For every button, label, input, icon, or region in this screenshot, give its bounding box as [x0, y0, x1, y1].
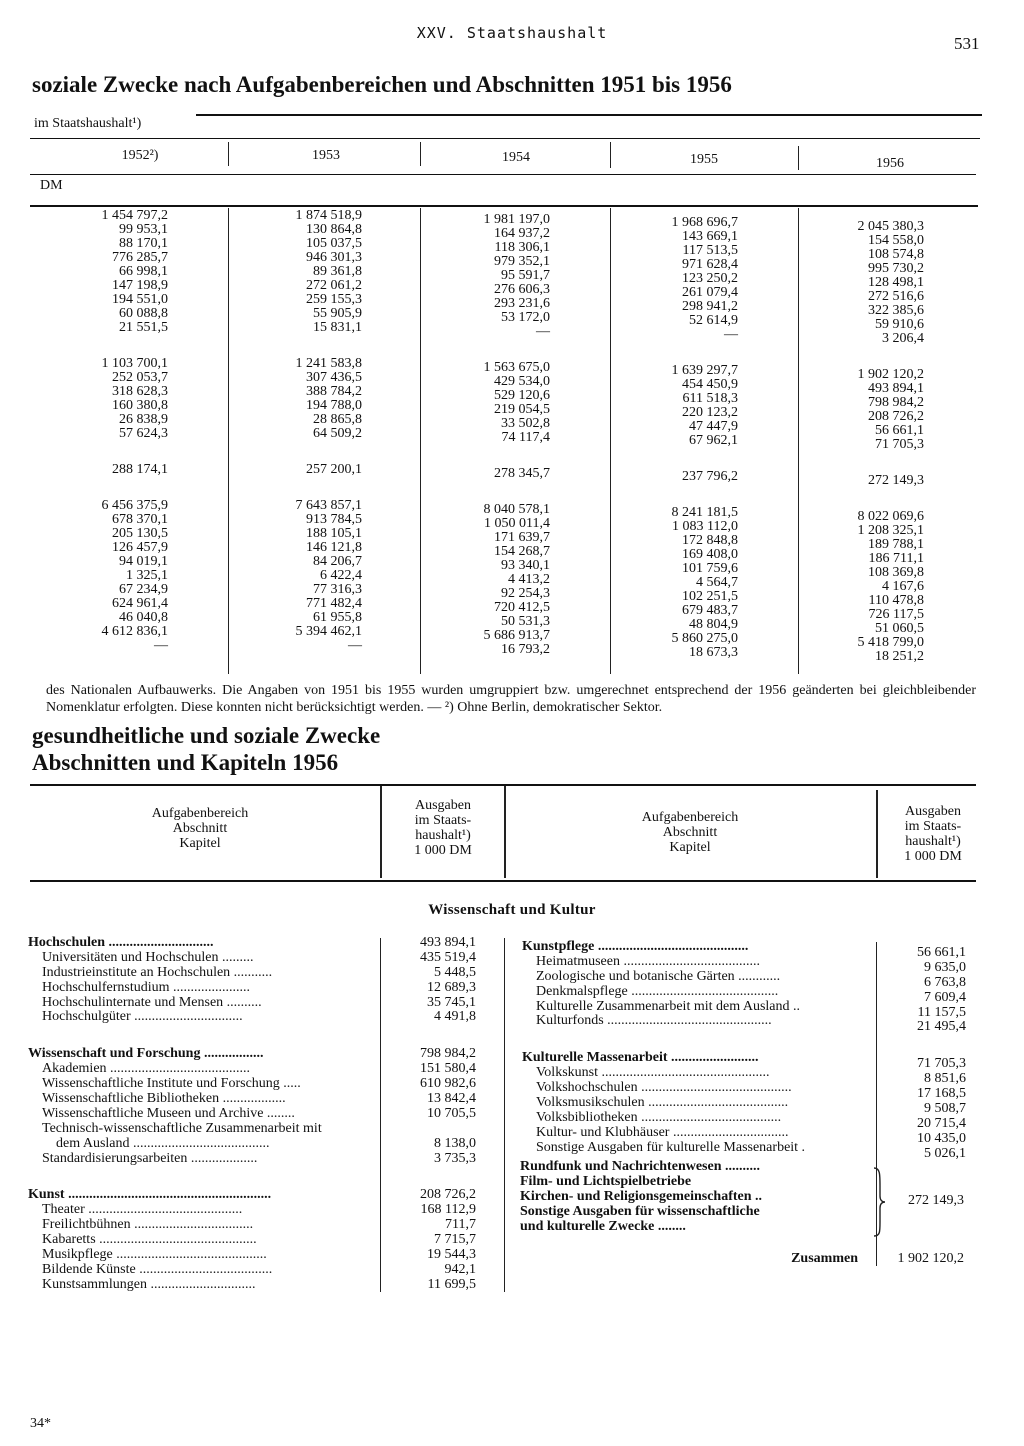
table2-head-values-left: [384, 798, 502, 858]
grouped-category-label: Rundfunk und Nachrichtenwesen ..........: [520, 1160, 760, 1174]
table-cell: 946 301,3: [306, 250, 362, 265]
table-cell: 52 614,9: [689, 313, 738, 328]
rule: [196, 114, 982, 116]
rule: [30, 880, 976, 882]
column-divider: [504, 786, 506, 878]
table-cell: 4 413,2: [508, 572, 550, 587]
table-cell: 171 639,7: [494, 530, 550, 545]
table-cell: 123 250,2: [682, 271, 738, 286]
head-line: Ausgaben: [905, 804, 961, 819]
grouped-category-label: und kulturelle Zwecke ........: [520, 1219, 686, 1234]
total-label: Zusammen: [791, 1251, 858, 1266]
table-cell: —: [348, 638, 362, 653]
table-cell: 172 848,8: [682, 533, 738, 548]
row-gap: [816, 452, 924, 474]
table2-title: [32, 722, 380, 776]
head-line: 1 000 DM: [414, 843, 472, 858]
table-cell: 50 531,3: [501, 614, 550, 629]
table-cell: 272 061,2: [306, 278, 362, 293]
row-gap: [442, 339, 550, 361]
grouped-category-label: Sonstige Ausgaben für wissenschaftliche: [520, 1204, 760, 1219]
table-cell: 7 643 857,1: [295, 498, 362, 513]
table-cell: 1 874 518,9: [295, 208, 362, 223]
table-cell: 105 037,5: [306, 236, 362, 251]
table-cell: 95 591,7: [501, 268, 550, 283]
grouped-category-label: Film- und Lichtspielbetriebe: [520, 1174, 692, 1189]
table-cell: 77 316,3: [313, 582, 362, 597]
table-cell: 53 172,0: [501, 310, 550, 325]
table-cell: 219 054,5: [494, 402, 550, 417]
table-cell: 293 231,6: [494, 296, 550, 311]
table-cell: 257 200,1: [306, 462, 362, 477]
table-cell: 298 941,2: [682, 299, 738, 314]
category-value: 9 635,0: [924, 959, 966, 975]
category-value: 8 138,0: [434, 1135, 476, 1151]
category-label: Kultur- und Klubhäuser .................................: [536, 1125, 789, 1140]
grouped-value: 272 149,3: [908, 1193, 964, 1208]
table-cell: 188 105,1: [306, 526, 362, 541]
category-label: dem Ausland .......................................: [56, 1136, 270, 1151]
row-gap: [28, 1166, 370, 1188]
category-value: 8 851,6: [924, 1071, 966, 1087]
category-value: 493 894,1: [420, 935, 476, 950]
table-cell: 1 208 325,1: [857, 523, 924, 538]
rule: [30, 784, 976, 786]
page-number: 531: [954, 34, 980, 53]
year-header: 1956: [876, 156, 904, 171]
table-cell: 55 905,9: [313, 306, 362, 321]
table-cell: 154 558,0: [868, 233, 924, 248]
year-header: 1955: [690, 152, 718, 167]
table-cell: 1 325,1: [126, 568, 168, 583]
rule: [30, 205, 978, 207]
table-cell: 108 369,8: [868, 565, 924, 580]
category-label: Sonstige Ausgaben für kulturelle Massenarbeit .: [536, 1140, 806, 1155]
category-label: Denkmalspflege ..........................................: [536, 984, 779, 999]
table-cell: 164 937,2: [494, 226, 550, 241]
head-line: Ausgaben: [415, 798, 471, 813]
category-value: 711,7: [445, 1217, 476, 1233]
table-cell: 66 998,1: [119, 264, 168, 279]
table-cell: 720 412,5: [494, 600, 550, 615]
grouped-categories: [520, 1160, 864, 1234]
table-cell: 318 628,3: [112, 384, 168, 399]
table-cell: 47 447,9: [689, 419, 738, 434]
category-value: 5 448,5: [434, 964, 476, 980]
category-value: 942,1: [444, 1261, 476, 1277]
row-gap: [872, 1035, 966, 1057]
category-value: 12 689,3: [427, 979, 476, 995]
category-label: Hochschulfernstudium ......................: [42, 980, 251, 995]
category-label: Zoologische und botanische Gärten ............: [536, 969, 781, 984]
category-label: Hochschulinternate und Mensen ..........: [42, 995, 262, 1010]
table-cell: 493 894,1: [868, 381, 924, 396]
category-label: Wissenschaftliche Bibliotheken ..................: [42, 1092, 286, 1107]
row-gap: [630, 342, 738, 364]
row-gap: [60, 477, 168, 499]
table-cell: 624 961,4: [112, 596, 168, 611]
category-label: Kulturelle Zusammenarbeit mit dem Ausland ..: [536, 999, 800, 1014]
head-line: Abschnitt: [662, 825, 718, 840]
category-label: Volkskunst ................................................: [536, 1066, 770, 1081]
table-cell: 4 612 836,1: [101, 624, 168, 639]
table-cell: 272 149,3: [868, 473, 924, 488]
table-cell: 102 251,5: [682, 589, 738, 604]
head-line: Aufgabenbereich: [151, 806, 249, 821]
year-header: 1954: [502, 150, 530, 165]
table-cell: 798 984,2: [868, 395, 924, 410]
table1-footnote: des Nationalen Aufbauwerks. Die Angaben von 1951 bis 1955 wurden umgruppiert bzw. umgerechnet entsprechend der 1956 geänderten bei gleichbleibender Nomenklatur erfolgten. Diese konnten nicht berücksichtigt werden. — ²) Ohne Berlin, demokratischer Sektor.: [46, 683, 976, 715]
year-column-1954: [442, 213, 550, 657]
rule: [30, 138, 980, 139]
table-cell: 679 483,7: [682, 603, 738, 618]
table-cell: 1 563 675,0: [483, 360, 550, 375]
column-divider: [876, 790, 878, 878]
table-cell: 971 628,4: [682, 257, 738, 272]
category-label: Kulturelle Massenarbeit .........................: [522, 1051, 759, 1066]
category-value: 6 763,8: [924, 974, 966, 990]
table-cell: 8 040 578,1: [483, 502, 550, 517]
category-label: Wissenschaftliche Museen und Archive ........: [42, 1106, 295, 1121]
category-value: 7 609,4: [924, 989, 966, 1005]
unit-label: DM: [40, 178, 63, 193]
category-label: Industrieinstitute an Hochschulen ...........: [42, 965, 273, 980]
column-divider: [420, 142, 421, 166]
category-value: 17 168,5: [917, 1086, 966, 1102]
column-divider: [798, 146, 799, 170]
table-cell: 33 502,8: [501, 416, 550, 431]
head-line: Kapitel: [669, 840, 711, 855]
table-cell: 979 352,1: [494, 254, 550, 269]
table-cell: 237 796,2: [682, 469, 738, 484]
table-cell: 99 953,1: [119, 222, 168, 237]
head-line: im Staats-: [904, 819, 962, 834]
table-cell: 3 206,4: [882, 331, 924, 346]
table-cell: 1 902 120,2: [857, 367, 924, 382]
table-cell: 56 661,1: [875, 423, 924, 438]
table-cell: —: [724, 327, 738, 342]
table-cell: 118 306,1: [494, 240, 550, 255]
category-label: Kunstsammlungen ..............................: [42, 1277, 256, 1292]
table-cell: 272 516,6: [868, 289, 924, 304]
table-cell: 278 345,7: [494, 466, 550, 481]
table-cell: 1 050 011,4: [484, 516, 550, 531]
table-cell: 208 726,2: [868, 409, 924, 424]
table-cell: 46 040,8: [119, 610, 168, 625]
table-cell: 67 234,9: [119, 582, 168, 597]
table-cell: 154 268,7: [494, 544, 550, 559]
table-cell: 5 394 462,1: [295, 624, 362, 639]
table-cell: 6 456 375,9: [101, 498, 168, 513]
category-value: 11 157,5: [917, 1004, 966, 1020]
table-cell: 21 551,5: [119, 320, 168, 335]
table-cell: 26 838,9: [119, 412, 168, 427]
row-gap: [254, 477, 362, 499]
table2-head-right: [600, 810, 780, 855]
table-cell: 92 254,3: [501, 586, 550, 601]
column-divider: [798, 208, 799, 674]
right-category-list: [522, 940, 864, 1156]
category-label: Musikpflege ...........................................: [42, 1248, 267, 1263]
table-cell: 6 422,4: [320, 568, 362, 583]
category-value: 71 705,3: [917, 1056, 966, 1072]
table-cell: 2 045 380,3: [857, 219, 924, 234]
row-gap: [60, 335, 168, 357]
category-value: 168 112,9: [420, 1202, 476, 1218]
category-label: Kabaretts .............................................: [42, 1233, 257, 1248]
table-cell: 1 968 696,7: [671, 215, 738, 230]
table2-title-line1: gesundheitliche und soziale Zwecke: [32, 723, 381, 748]
category-value: 11 699,5: [427, 1276, 476, 1292]
table-cell: 429 534,0: [494, 374, 550, 389]
category-value: 56 661,1: [917, 945, 966, 960]
table-cell: 261 079,4: [682, 285, 738, 300]
table-cell: 5 686 913,7: [483, 628, 550, 643]
total-value: 1 902 120,2: [897, 1251, 964, 1266]
table-cell: 147 198,9: [112, 278, 168, 293]
table-cell: 93 340,1: [501, 558, 550, 573]
row-gap: [442, 481, 550, 503]
table-cell: 5 860 275,0: [671, 631, 738, 646]
category-label: Standardisierungsarbeiten ...................: [42, 1151, 258, 1166]
category-value: 151 580,4: [420, 1061, 476, 1077]
table-cell: —: [154, 638, 168, 653]
table-cell: 1 639 297,7: [671, 363, 738, 378]
category-label: Universitäten und Hochschulen .........: [42, 950, 254, 965]
table-cell: 64 509,2: [313, 426, 362, 441]
table-cell: 776 285,7: [112, 250, 168, 265]
table-cell: 1 981 197,0: [483, 212, 550, 227]
row-gap: [384, 1025, 476, 1047]
table-cell: 59 910,6: [875, 317, 924, 332]
running-header: XXV. Staatshaushalt: [416, 24, 608, 42]
category-value: 435 519,4: [420, 949, 476, 965]
table-cell: 194 788,0: [306, 398, 362, 413]
table1-title: soziale Zwecke nach Aufgabenbereichen und Abschnitten 1951 bis 1956: [32, 72, 732, 97]
category-label: Hochschulgüter ...............................: [42, 1010, 243, 1025]
table-cell: 259 155,3: [306, 292, 362, 307]
table-cell: 110 478,8: [868, 593, 924, 608]
table1-subtitle: im Staatshaushalt¹): [34, 116, 142, 131]
category-value: 35 745,1: [427, 994, 476, 1010]
category-label: Kunstpflege ...........................................: [522, 940, 749, 954]
section-heading: Wissenschaft und Kultur: [428, 902, 596, 918]
table-cell: 71 705,3: [875, 437, 924, 452]
table2-head-left: [110, 806, 290, 851]
column-divider: [228, 142, 229, 166]
table-cell: 8 022 069,6: [857, 509, 924, 524]
category-value: 7 715,7: [434, 1232, 476, 1248]
table-cell: 60 088,8: [119, 306, 168, 321]
head-line: im Staats-: [414, 813, 472, 828]
table-cell: 126 457,9: [112, 540, 168, 555]
table-cell: 48 804,9: [689, 617, 738, 632]
table-cell: 726 117,5: [868, 607, 924, 622]
category-label: Volksbibliotheken ........................................: [536, 1110, 782, 1125]
year-column-1952: [60, 209, 168, 653]
table-cell: 194 551,0: [112, 292, 168, 307]
row-gap: [254, 335, 362, 357]
column-divider: [380, 938, 381, 1292]
category-value: 13 842,4: [427, 1091, 476, 1107]
table-cell: 67 962,1: [689, 433, 738, 448]
row-gap: [522, 1029, 864, 1051]
category-value: 798 984,2: [420, 1046, 476, 1062]
head-line: 1 000 DM: [904, 849, 962, 864]
table-cell: 322 385,6: [868, 303, 924, 318]
table-cell: 143 669,1: [682, 229, 738, 244]
table-cell: 220 123,2: [682, 405, 738, 420]
head-line: Kapitel: [179, 836, 221, 851]
table-cell: 18 251,2: [875, 649, 924, 664]
category-value: [384, 1122, 476, 1137]
category-label: Theater ............................................: [42, 1203, 243, 1218]
head-line: Abschnitt: [172, 821, 228, 836]
table-cell: 94 019,1: [119, 554, 168, 569]
table-cell: 1 241 583,8: [295, 356, 362, 371]
table-cell: 771 482,4: [306, 596, 362, 611]
table-cell: 529 120,6: [494, 388, 550, 403]
column-divider: [380, 786, 382, 878]
table-cell: 51 060,5: [875, 621, 924, 636]
table-cell: 15 831,1: [313, 320, 362, 335]
row-gap: [28, 1025, 370, 1047]
table-cell: 146 121,8: [306, 540, 362, 555]
row-gap: [60, 441, 168, 463]
category-value: 20 715,4: [917, 1115, 966, 1131]
table-cell: 128 498,1: [868, 275, 924, 290]
table-cell: 995 730,2: [868, 261, 924, 276]
category-label: Akademien ........................................: [42, 1062, 251, 1077]
category-label: Freilichtbühnen ..................................: [42, 1218, 254, 1233]
category-label: Bildende Künste ......................................: [42, 1262, 273, 1277]
column-divider: [610, 142, 611, 168]
head-line: haushalt¹): [415, 828, 471, 843]
row-gap: [630, 448, 738, 470]
category-label: Kunst ..........................................................: [28, 1188, 272, 1203]
year-column-1955: [630, 216, 738, 660]
table-cell: 252 053,7: [112, 370, 168, 385]
category-value: 208 726,2: [420, 1187, 476, 1203]
category-label: Technisch-wissenschaftliche Zusammenarbeit mit: [42, 1121, 322, 1136]
column-divider: [610, 208, 611, 674]
table-cell: 205 130,5: [112, 526, 168, 541]
category-label: Volkshochschulen ...........................................: [536, 1081, 792, 1096]
table-cell: 57 624,3: [119, 426, 168, 441]
table-cell: 611 518,3: [682, 391, 738, 406]
table-cell: 61 955,8: [313, 610, 362, 625]
table-cell: 1 083 112,0: [672, 519, 738, 534]
table-cell: 117 513,5: [682, 243, 738, 258]
category-value: 610 982,6: [420, 1076, 476, 1092]
category-value: 5 026,1: [924, 1145, 966, 1161]
table-cell: 288 174,1: [112, 462, 168, 477]
category-label: Hochschulen ..............................: [28, 936, 214, 950]
year-column-1953: [254, 209, 362, 653]
left-value-list: [384, 936, 476, 1293]
table2-title-line2: Abschnitten und Kapiteln 1956: [32, 750, 339, 775]
category-value: 10 435,0: [917, 1130, 966, 1146]
table-cell: 1 103 700,1: [101, 356, 168, 371]
row-gap: [816, 488, 924, 510]
table-cell: 5 418 799,0: [857, 635, 924, 650]
table-cell: 186 711,1: [868, 551, 924, 566]
grouped-category-label: Kirchen- und Religionsgemeinschaften ..: [520, 1189, 763, 1204]
table-cell: 169 408,0: [682, 547, 738, 562]
category-label: Wissenschaftliche Institute und Forschung .....: [42, 1077, 301, 1092]
head-line: Aufgabenbereich: [641, 810, 739, 825]
table-cell: 108 574,8: [868, 247, 924, 262]
category-value: 10 705,5: [427, 1105, 476, 1121]
year-column-1956: [816, 220, 924, 664]
row-gap: [384, 1166, 476, 1188]
table-cell: 8 241 181,5: [671, 505, 738, 520]
table-cell: 388 784,2: [306, 384, 362, 399]
table-cell: 913 784,5: [306, 512, 362, 527]
table-cell: 84 206,7: [313, 554, 362, 569]
row-gap: [442, 445, 550, 467]
column-divider: [420, 208, 421, 674]
table-cell: 89 361,8: [313, 264, 362, 279]
table-cell: 130 864,8: [306, 222, 362, 237]
year-header: 1953: [312, 148, 340, 163]
row-gap: [630, 484, 738, 506]
table-cell: 160 380,8: [112, 398, 168, 413]
table-cell: 28 865,8: [313, 412, 362, 427]
category-value: 21 495,4: [917, 1019, 966, 1035]
signature-mark: 34*: [30, 1416, 51, 1431]
table-cell: 4 564,7: [696, 575, 738, 590]
category-label: Wissenschaft und Forschung .................: [28, 1047, 264, 1062]
category-value: 3 735,3: [434, 1150, 476, 1166]
head-line: haushalt¹): [905, 834, 961, 849]
category-value: 19 544,3: [427, 1247, 476, 1263]
table-cell: 4 167,6: [882, 579, 924, 594]
table-cell: 1 454 797,2: [101, 208, 168, 223]
table-cell: 101 759,6: [682, 561, 738, 576]
column-divider: [504, 938, 505, 1292]
table2-head-values-right: [880, 804, 986, 864]
category-label: Kulturfonds ...............................................: [536, 1014, 772, 1029]
table-cell: 74 117,4: [501, 430, 550, 445]
column-divider: [228, 208, 229, 674]
table-cell: 678 370,1: [112, 512, 168, 527]
category-label: Heimatmuseen .......................................: [536, 954, 760, 969]
table-cell: 88 170,1: [119, 236, 168, 251]
table-cell: 18 673,3: [689, 645, 738, 660]
table-cell: —: [536, 324, 550, 339]
category-value: 9 508,7: [924, 1101, 966, 1117]
table-cell: 454 450,9: [682, 377, 738, 392]
category-label: Volksmusikschulen ........................................: [536, 1096, 789, 1111]
category-value: 4 491,8: [434, 1009, 476, 1025]
year-header: 1952²): [121, 148, 159, 163]
table-cell: 276 606,3: [494, 282, 550, 297]
table-cell: 16 793,2: [501, 642, 550, 657]
row-gap: [254, 441, 362, 463]
rule: [30, 174, 976, 175]
table-cell: 307 436,5: [306, 370, 362, 385]
row-gap: [816, 346, 924, 368]
right-value-list: [872, 946, 966, 1162]
table-cell: 189 788,1: [868, 537, 924, 552]
left-category-list: [28, 936, 370, 1293]
